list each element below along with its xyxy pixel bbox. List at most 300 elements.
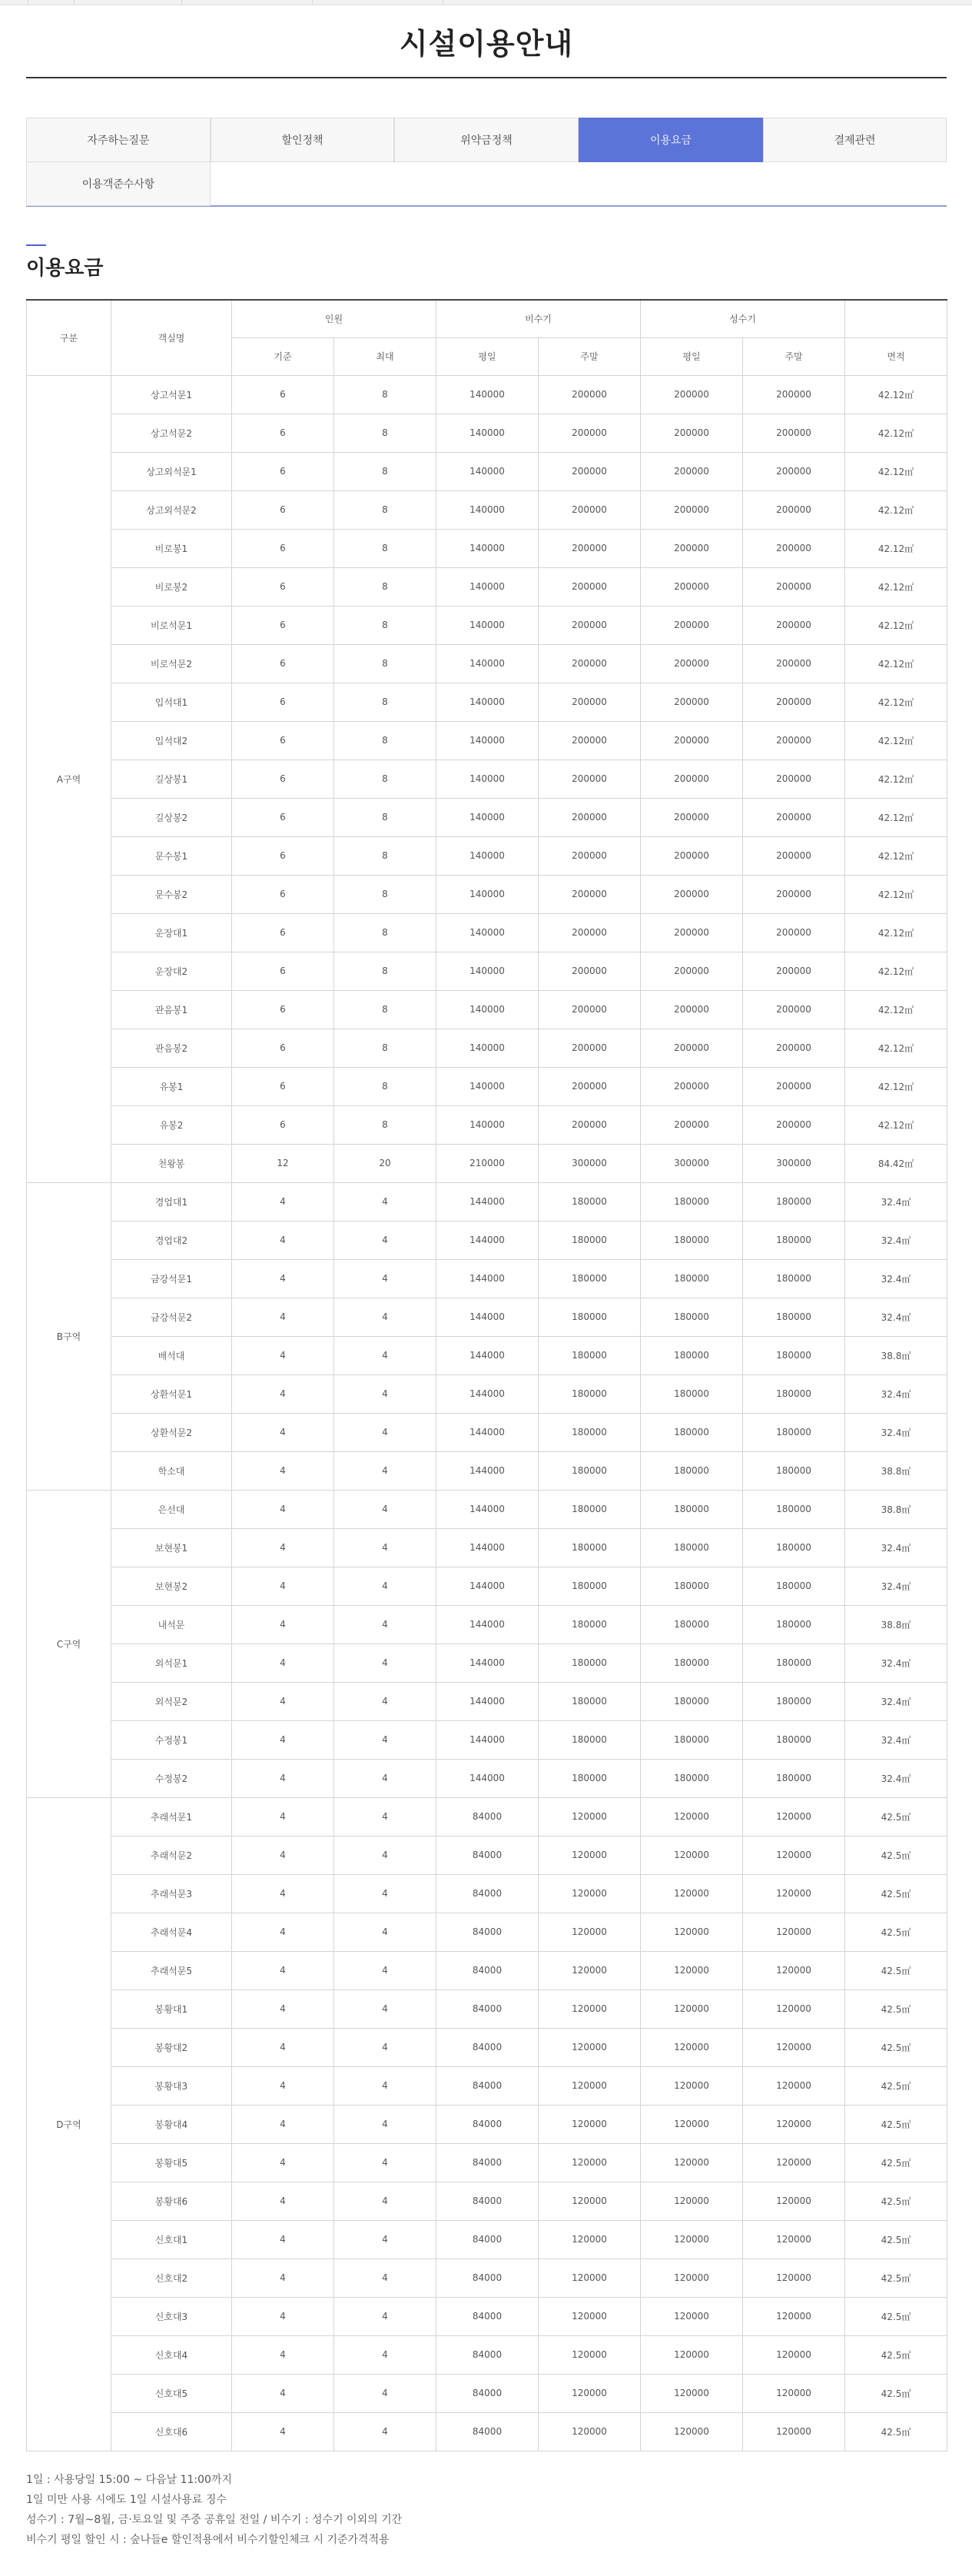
capacity-base-cell: 4 (232, 1989, 334, 2028)
peak-weekday-cell: 200000 (641, 606, 743, 644)
peak-weekend-cell: 180000 (743, 1605, 845, 1644)
header-off-season: 비수기 (436, 300, 641, 337)
area-cell: 32.4㎡ (845, 1374, 947, 1413)
area-cell: 42.5㎡ (845, 1797, 947, 1836)
capacity-base-cell: 4 (232, 1528, 334, 1567)
table-row (27, 1797, 947, 1836)
area-cell: 42.12㎡ (845, 567, 947, 606)
peak-weekend-cell: 180000 (743, 1413, 845, 1451)
room-name-cell: 신호대6 (111, 2412, 232, 2451)
room-name-cell: 신호대5 (111, 2374, 232, 2412)
off-weekend-cell: 180000 (539, 1567, 641, 1605)
area-cell: 42.5㎡ (845, 2220, 947, 2259)
off-weekday-cell: 144000 (436, 1374, 539, 1413)
capacity-max-cell: 20 (334, 1144, 436, 1182)
capacity-base-cell: 4 (232, 2143, 334, 2182)
area-cell: 42.12㎡ (845, 452, 947, 490)
off-weekend-cell: 180000 (539, 1336, 641, 1374)
room-name-cell: 운장대2 (111, 952, 232, 990)
off-weekend-cell: 120000 (539, 1951, 641, 1989)
off-weekend-cell: 120000 (539, 2412, 641, 2451)
area-cell: 42.5㎡ (845, 2028, 947, 2066)
area-cell: 32.4㎡ (845, 1259, 947, 1298)
capacity-max-cell: 8 (334, 375, 436, 414)
peak-weekend-cell: 200000 (743, 683, 845, 721)
area-cell: 32.4㎡ (845, 1298, 947, 1336)
peak-weekend-cell: 200000 (743, 529, 845, 567)
capacity-base-cell: 4 (232, 1836, 334, 1874)
room-name-cell: 추래석문5 (111, 1951, 232, 1989)
off-weekday-cell: 84000 (436, 1874, 539, 1913)
room-name-cell: 유봉2 (111, 1105, 232, 1144)
off-weekday-cell: 144000 (436, 1259, 539, 1298)
peak-weekday-cell: 180000 (641, 1682, 743, 1720)
zone-cell: B구역 (27, 1182, 111, 1490)
room-name-cell: 문수봉1 (111, 836, 232, 875)
off-weekend-cell: 200000 (539, 490, 641, 529)
table-row (27, 414, 947, 452)
area-cell: 42.5㎡ (845, 1913, 947, 1951)
off-weekday-cell: 144000 (436, 1451, 539, 1490)
room-name-cell: 문수봉2 (111, 875, 232, 913)
capacity-base-cell: 6 (232, 1067, 334, 1105)
table-row (27, 1336, 947, 1374)
off-weekend-cell: 200000 (539, 952, 641, 990)
capacity-base-cell: 4 (232, 1336, 334, 1374)
table-row (27, 2374, 947, 2412)
room-name-cell: 길상봉1 (111, 760, 232, 798)
room-name-cell: 추래석문2 (111, 1836, 232, 1874)
room-name-cell: 상환석문2 (111, 1413, 232, 1451)
off-weekday-cell: 84000 (436, 1989, 539, 2028)
zone-cell: D구역 (27, 1797, 111, 2451)
area-cell: 42.12㎡ (845, 760, 947, 798)
capacity-base-cell: 6 (232, 1029, 334, 1067)
table-row (27, 606, 947, 644)
capacity-max-cell: 8 (334, 490, 436, 529)
off-weekday-cell: 144000 (436, 1490, 539, 1528)
room-name-cell: 봉황대5 (111, 2143, 232, 2182)
off-weekday-cell: 84000 (436, 2412, 539, 2451)
capacity-max-cell: 4 (334, 1528, 436, 1567)
capacity-base-cell: 6 (232, 798, 334, 836)
peak-weekday-cell: 120000 (641, 2297, 743, 2335)
capacity-max-cell: 4 (334, 1874, 436, 1913)
room-name-cell: 보현봉2 (111, 1567, 232, 1605)
table-row (27, 1605, 947, 1644)
peak-weekday-cell: 120000 (641, 2412, 743, 2451)
room-name-cell: 수정봉2 (111, 1759, 232, 1797)
off-weekday-cell: 84000 (436, 2220, 539, 2259)
capacity-max-cell: 8 (334, 913, 436, 952)
off-weekend-cell: 120000 (539, 1913, 641, 1951)
capacity-base-cell: 6 (232, 721, 334, 760)
table-row (27, 913, 947, 952)
peak-weekday-cell: 200000 (641, 644, 743, 683)
capacity-base-cell: 4 (232, 2335, 334, 2374)
peak-weekend-cell: 200000 (743, 760, 845, 798)
capacity-max-cell: 4 (334, 1182, 436, 1221)
capacity-base-cell: 12 (232, 1144, 334, 1182)
capacity-max-cell: 4 (334, 1644, 436, 1682)
peak-weekend-cell: 180000 (743, 1336, 845, 1374)
peak-weekend-cell: 180000 (743, 1374, 845, 1413)
off-weekend-cell: 200000 (539, 606, 641, 644)
peak-weekend-cell: 200000 (743, 990, 845, 1029)
table-row (27, 1105, 947, 1144)
room-name-cell: 금강석문1 (111, 1259, 232, 1298)
capacity-base-cell: 4 (232, 1759, 334, 1797)
peak-weekday-cell: 120000 (641, 1989, 743, 2028)
peak-weekend-cell: 180000 (743, 1567, 845, 1605)
area-cell: 42.5㎡ (845, 2335, 947, 2374)
room-name-cell: 추래석문3 (111, 1874, 232, 1913)
peak-weekend-cell: 200000 (743, 875, 845, 913)
room-name-cell: 외석문2 (111, 1682, 232, 1720)
peak-weekend-cell: 120000 (743, 2259, 845, 2297)
peak-weekend-cell: 120000 (743, 2066, 845, 2105)
off-weekday-cell: 140000 (436, 644, 539, 683)
table-row (27, 1874, 947, 1913)
off-weekend-cell: 200000 (539, 990, 641, 1029)
peak-weekend-cell: 200000 (743, 1105, 845, 1144)
room-name-cell: 천왕봉 (111, 1144, 232, 1182)
room-name-cell: 봉황대1 (111, 1989, 232, 2028)
off-weekday-cell: 84000 (436, 1913, 539, 1951)
area-cell: 32.4㎡ (845, 1759, 947, 1797)
capacity-max-cell: 4 (334, 1336, 436, 1374)
capacity-max-cell: 8 (334, 836, 436, 875)
peak-weekday-cell: 180000 (641, 1221, 743, 1259)
capacity-base-cell: 4 (232, 2182, 334, 2220)
peak-weekday-cell: 120000 (641, 2028, 743, 2066)
capacity-max-cell: 4 (334, 2220, 436, 2259)
off-weekend-cell: 200000 (539, 683, 641, 721)
capacity-max-cell: 4 (334, 1720, 436, 1759)
capacity-max-cell: 8 (334, 567, 436, 606)
table-row (27, 721, 947, 760)
off-weekday-cell: 84000 (436, 2066, 539, 2105)
off-weekend-cell: 120000 (539, 2220, 641, 2259)
area-cell: 42.12㎡ (845, 683, 947, 721)
off-weekend-cell: 120000 (539, 2066, 641, 2105)
capacity-base-cell: 6 (232, 683, 334, 721)
capacity-base-cell: 4 (232, 1797, 334, 1836)
off-weekday-cell: 84000 (436, 1951, 539, 1989)
room-name-cell: 보현봉1 (111, 1528, 232, 1567)
note-line: 1일 : 사용당일 15:00 ~ 다음날 11:00까지 (26, 2474, 232, 2486)
capacity-base-cell: 6 (232, 452, 334, 490)
area-cell: 42.5㎡ (845, 2066, 947, 2105)
peak-weekday-cell: 120000 (641, 2220, 743, 2259)
peak-weekday-cell: 180000 (641, 1720, 743, 1759)
off-weekday-cell: 140000 (436, 721, 539, 760)
section-title: 이용요금 (26, 257, 104, 280)
area-cell: 42.12㎡ (845, 1067, 947, 1105)
capacity-max-cell: 8 (334, 1105, 436, 1144)
off-weekend-cell: 120000 (539, 2335, 641, 2374)
area-cell: 84.42㎡ (845, 1144, 947, 1182)
note-line: 비수기 평일 할인 시 : 숲나들e 할인적용에서 비수기할인체크 시 기준가격적용 (26, 2534, 390, 2546)
off-weekday-cell: 140000 (436, 875, 539, 913)
area-cell: 42.12㎡ (845, 798, 947, 836)
table-row (27, 1029, 947, 1067)
area-cell: 42.12㎡ (845, 721, 947, 760)
area-cell: 42.5㎡ (845, 1836, 947, 1874)
peak-weekday-cell: 180000 (641, 1298, 743, 1336)
capacity-base-cell: 4 (232, 1567, 334, 1605)
header-capacity-base: 기준 (232, 337, 334, 375)
table-row (27, 1490, 947, 1528)
capacity-max-cell: 4 (334, 1913, 436, 1951)
room-name-cell: 봉황대6 (111, 2182, 232, 2220)
peak-weekend-cell: 200000 (743, 952, 845, 990)
capacity-max-cell: 4 (334, 1567, 436, 1605)
off-weekday-cell: 144000 (436, 1528, 539, 1567)
off-weekday-cell: 84000 (436, 2374, 539, 2412)
tab-bar (26, 118, 947, 207)
capacity-max-cell: 8 (334, 1067, 436, 1105)
area-cell: 32.4㎡ (845, 1413, 947, 1451)
capacity-base-cell: 4 (232, 1720, 334, 1759)
off-weekend-cell: 200000 (539, 875, 641, 913)
peak-weekend-cell: 120000 (743, 2335, 845, 2374)
header-group: 구분 (27, 300, 111, 375)
area-cell: 42.5㎡ (845, 1951, 947, 1989)
table-row (27, 452, 947, 490)
area-cell: 42.5㎡ (845, 2297, 947, 2335)
area-cell: 32.4㎡ (845, 1682, 947, 1720)
off-weekday-cell: 84000 (436, 1797, 539, 1836)
capacity-max-cell: 4 (334, 2028, 436, 2066)
note-line: 1일 미만 사용 시에도 1일 시설사용료 징수 (26, 2494, 227, 2506)
off-weekend-cell: 200000 (539, 644, 641, 683)
off-weekend-cell: 180000 (539, 1759, 641, 1797)
room-name-cell: 입석대2 (111, 721, 232, 760)
peak-weekday-cell: 120000 (641, 2143, 743, 2182)
off-weekday-cell: 144000 (436, 1720, 539, 1759)
area-cell: 42.5㎡ (845, 2259, 947, 2297)
peak-weekday-cell: 200000 (641, 567, 743, 606)
area-cell: 42.12㎡ (845, 606, 947, 644)
peak-weekday-cell: 200000 (641, 760, 743, 798)
peak-weekend-cell: 200000 (743, 1067, 845, 1105)
peak-weekend-cell: 180000 (743, 1682, 845, 1720)
peak-weekend-cell: 200000 (743, 798, 845, 836)
fee-table (26, 299, 947, 2451)
area-cell: 42.12㎡ (845, 1029, 947, 1067)
peak-weekend-cell: 180000 (743, 1720, 845, 1759)
area-cell: 42.5㎡ (845, 2105, 947, 2143)
peak-weekend-cell: 120000 (743, 2028, 845, 2066)
off-weekday-cell: 144000 (436, 1682, 539, 1720)
tab-discount-policy[interactable]: 할인정책 (211, 118, 394, 162)
off-weekend-cell: 120000 (539, 1836, 641, 1874)
tab-payment[interactable]: 결제관련 (763, 118, 947, 162)
capacity-max-cell: 4 (334, 2259, 436, 2297)
peak-weekend-cell: 120000 (743, 2374, 845, 2412)
tab-penalty-policy[interactable]: 위약금정책 (394, 118, 579, 162)
capacity-max-cell: 8 (334, 414, 436, 452)
tab-visitor-rules[interactable]: 이용객준수사항 (26, 161, 211, 206)
room-name-cell: 신호대3 (111, 2297, 232, 2335)
peak-weekend-cell: 200000 (743, 375, 845, 414)
capacity-base-cell: 4 (232, 2028, 334, 2066)
capacity-base-cell: 4 (232, 2297, 334, 2335)
off-weekend-cell: 300000 (539, 1144, 641, 1182)
room-name-cell: 관음봉2 (111, 1029, 232, 1067)
area-cell: 42.5㎡ (845, 1874, 947, 1913)
capacity-base-cell: 4 (232, 1451, 334, 1490)
peak-weekday-cell: 120000 (641, 1797, 743, 1836)
peak-weekday-cell: 200000 (641, 683, 743, 721)
off-weekday-cell: 140000 (436, 606, 539, 644)
room-name-cell: 운장대1 (111, 913, 232, 952)
capacity-max-cell: 4 (334, 1298, 436, 1336)
capacity-base-cell: 4 (232, 1221, 334, 1259)
area-cell: 42.12㎡ (845, 1105, 947, 1144)
table-row (27, 2220, 947, 2259)
capacity-max-cell: 8 (334, 721, 436, 760)
room-name-cell: 입석대1 (111, 683, 232, 721)
peak-weekday-cell: 120000 (641, 1913, 743, 1951)
off-weekend-cell: 120000 (539, 2182, 641, 2220)
table-row (27, 1913, 947, 1951)
off-weekday-cell: 140000 (436, 683, 539, 721)
peak-weekday-cell: 120000 (641, 2259, 743, 2297)
room-name-cell: 추래석문1 (111, 1797, 232, 1836)
peak-weekday-cell: 200000 (641, 990, 743, 1029)
capacity-base-cell: 4 (232, 2259, 334, 2297)
room-name-cell: 봉황대3 (111, 2066, 232, 2105)
capacity-max-cell: 4 (334, 2182, 436, 2220)
off-weekday-cell: 140000 (436, 490, 539, 529)
header-blank (845, 300, 947, 337)
table-row (27, 1144, 947, 1182)
peak-weekend-cell: 200000 (743, 490, 845, 529)
area-cell: 42.12㎡ (845, 490, 947, 529)
capacity-base-cell: 4 (232, 1374, 334, 1413)
off-weekend-cell: 120000 (539, 2297, 641, 2335)
off-weekend-cell: 180000 (539, 1451, 641, 1490)
peak-weekend-cell: 120000 (743, 2182, 845, 2220)
off-weekend-cell: 120000 (539, 2374, 641, 2412)
peak-weekday-cell: 120000 (641, 1951, 743, 1989)
peak-weekday-cell: 200000 (641, 836, 743, 875)
off-weekday-cell: 84000 (436, 2182, 539, 2220)
capacity-base-cell: 4 (232, 2066, 334, 2105)
peak-weekend-cell: 200000 (743, 567, 845, 606)
off-weekend-cell: 120000 (539, 1874, 641, 1913)
table-row (27, 875, 947, 913)
area-cell: 42.12㎡ (845, 990, 947, 1029)
capacity-base-cell: 4 (232, 1644, 334, 1682)
peak-weekday-cell: 200000 (641, 798, 743, 836)
room-name-cell: 관음봉1 (111, 990, 232, 1029)
off-weekend-cell: 120000 (539, 1989, 641, 2028)
capacity-max-cell: 4 (334, 1374, 436, 1413)
tab-fees[interactable]: 이용요금 (579, 118, 763, 162)
capacity-max-cell: 8 (334, 875, 436, 913)
table-row (27, 2259, 947, 2297)
capacity-max-cell: 8 (334, 760, 436, 798)
off-weekend-cell: 200000 (539, 1067, 641, 1105)
peak-weekend-cell: 300000 (743, 1144, 845, 1182)
capacity-base-cell: 6 (232, 490, 334, 529)
peak-weekday-cell: 200000 (641, 1105, 743, 1144)
off-weekend-cell: 180000 (539, 1259, 641, 1298)
capacity-max-cell: 8 (334, 1029, 436, 1067)
capacity-max-cell: 4 (334, 1836, 436, 1874)
table-row (27, 1298, 947, 1336)
capacity-max-cell: 8 (334, 529, 436, 567)
table-row (27, 2335, 947, 2374)
off-weekday-cell: 140000 (436, 452, 539, 490)
peak-weekday-cell: 120000 (641, 2374, 743, 2412)
room-name-cell: 추래석문4 (111, 1913, 232, 1951)
capacity-base-cell: 6 (232, 644, 334, 683)
peak-weekend-cell: 120000 (743, 1951, 845, 1989)
table-row (27, 836, 947, 875)
room-name-cell: 상고석문2 (111, 414, 232, 452)
peak-weekday-cell: 180000 (641, 1259, 743, 1298)
room-name-cell: 비로봉2 (111, 567, 232, 606)
off-weekend-cell: 180000 (539, 1413, 641, 1451)
peak-weekend-cell: 180000 (743, 1644, 845, 1682)
capacity-base-cell: 6 (232, 529, 334, 567)
capacity-max-cell: 4 (334, 1413, 436, 1451)
table-row (27, 1528, 947, 1567)
capacity-base-cell: 4 (232, 1913, 334, 1951)
capacity-base-cell: 4 (232, 1874, 334, 1913)
off-weekday-cell: 84000 (436, 2028, 539, 2066)
off-weekday-cell: 140000 (436, 1105, 539, 1144)
peak-weekday-cell: 180000 (641, 1413, 743, 1451)
table-row (27, 1413, 947, 1451)
room-name-cell: 상고외석문2 (111, 490, 232, 529)
area-cell: 42.12㎡ (845, 836, 947, 875)
table-row (27, 1759, 947, 1797)
capacity-max-cell: 4 (334, 1221, 436, 1259)
off-weekday-cell: 140000 (436, 952, 539, 990)
off-weekday-cell: 140000 (436, 375, 539, 414)
off-weekend-cell: 200000 (539, 913, 641, 952)
peak-weekend-cell: 120000 (743, 1874, 845, 1913)
off-weekday-cell: 140000 (436, 529, 539, 567)
off-weekday-cell: 144000 (436, 1644, 539, 1682)
peak-weekend-cell: 180000 (743, 1221, 845, 1259)
fee-notes (26, 2470, 947, 2550)
area-cell: 42.5㎡ (845, 2182, 947, 2220)
capacity-base-cell: 6 (232, 913, 334, 952)
table-row (27, 2066, 947, 2105)
capacity-base-cell: 6 (232, 1105, 334, 1144)
capacity-max-cell: 4 (334, 1451, 436, 1490)
tab-faq[interactable]: 자주하는질문 (26, 118, 211, 162)
peak-weekday-cell: 300000 (641, 1144, 743, 1182)
off-weekend-cell: 200000 (539, 414, 641, 452)
table-row (27, 1067, 947, 1105)
capacity-base-cell: 6 (232, 836, 334, 875)
off-weekday-cell: 144000 (436, 1567, 539, 1605)
capacity-base-cell: 4 (232, 1682, 334, 1720)
off-weekend-cell: 180000 (539, 1644, 641, 1682)
room-name-cell: 신호대4 (111, 2335, 232, 2374)
area-cell: 42.12㎡ (845, 414, 947, 452)
off-weekend-cell: 120000 (539, 1797, 641, 1836)
peak-weekday-cell: 200000 (641, 414, 743, 452)
capacity-base-cell: 4 (232, 2374, 334, 2412)
